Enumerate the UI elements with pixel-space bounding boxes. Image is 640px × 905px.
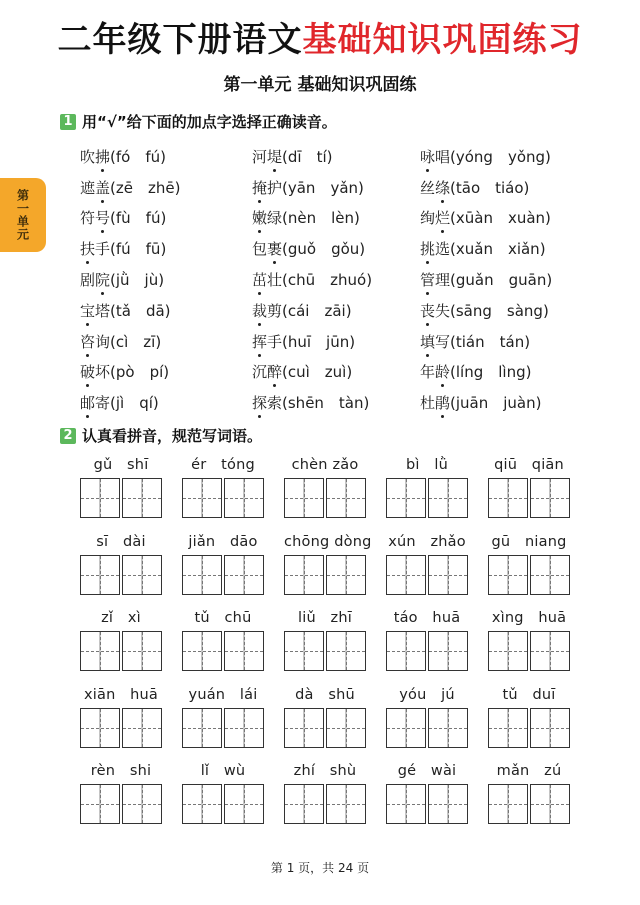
writing-box[interactable]	[428, 631, 468, 671]
section1-number-badge: 1	[60, 114, 76, 130]
tianzige-boxes	[386, 555, 468, 595]
pronunciation-item[interactable]	[252, 331, 420, 352]
pinyin-options: (fó fú)	[110, 147, 166, 166]
writing-box[interactable]	[488, 784, 528, 824]
pronunciation-item[interactable]	[420, 207, 580, 228]
dotted-char: 堤	[267, 147, 283, 166]
writing-box[interactable]	[386, 631, 426, 671]
pinyin-label: zhí shù	[293, 763, 357, 779]
dotted-char: 盖	[95, 178, 111, 197]
tianzige-boxes	[386, 631, 468, 671]
section2-instruction: 认真看拼音，规范写词语。	[82, 427, 263, 445]
word-char: 绚	[420, 209, 436, 228]
word-char: 丝	[420, 178, 436, 197]
section1-instruction: 用“√”给下面的加点字选择正确读音。	[82, 113, 337, 131]
word-char: 杜	[420, 394, 436, 413]
pinyin-label: táo huā	[393, 610, 461, 626]
title-part-black: 二年级下册语文	[57, 20, 303, 60]
title-part-red: 基础知识巩固练习	[302, 20, 583, 60]
pronunciation-row	[80, 264, 580, 295]
writing-box[interactable]	[224, 784, 264, 824]
section1-heading	[60, 111, 337, 132]
pinyin-label: tǔ chū	[194, 610, 252, 626]
writing-item	[284, 684, 366, 761]
pinyin-options: 寄(jì qí)	[95, 394, 159, 413]
word-char: 剧	[80, 271, 96, 290]
tianzige-boxes	[488, 708, 570, 748]
pinyin-label: mǎn zú	[496, 763, 562, 779]
writing-row	[80, 760, 570, 837]
pronunciation-item[interactable]	[420, 177, 580, 198]
writing-box[interactable]	[530, 784, 570, 824]
dotted-char: 醉	[267, 363, 283, 382]
tianzige-boxes	[80, 555, 162, 595]
writing-box[interactable]	[428, 784, 468, 824]
pinyin-options: (xūàn xuàn)	[450, 209, 551, 228]
pinyin-options: 选(xuǎn xiǎn)	[435, 240, 546, 259]
writing-box[interactable]	[80, 708, 120, 748]
page-title	[0, 18, 640, 62]
writing-item	[488, 531, 570, 608]
dotted-char: 填	[420, 332, 436, 351]
pinyin-options: (zē zhē)	[110, 178, 181, 197]
writing-item	[182, 531, 264, 608]
pronunciation-row	[80, 387, 580, 418]
writing-box[interactable]	[122, 708, 162, 748]
pinyin-options: 询(cì zī)	[95, 332, 162, 351]
dotted-char: 挑	[420, 240, 436, 259]
writing-box[interactable]	[488, 555, 528, 595]
pinyin-options: 索(shēn tàn)	[267, 394, 370, 413]
writing-box[interactable]	[326, 478, 366, 518]
pinyin-options: (guǒ gǒu)	[282, 240, 366, 259]
tianzige-boxes	[182, 784, 264, 824]
pronunciation-item[interactable]	[252, 392, 420, 413]
writing-item	[488, 454, 570, 531]
writing-item	[488, 760, 570, 837]
pinyin-options: 手(fú fū)	[95, 240, 167, 259]
dotted-char: 邮	[80, 394, 96, 413]
tianzige-boxes	[284, 708, 366, 748]
pinyin-label: gé wài	[397, 763, 457, 779]
pronunciation-item[interactable]	[80, 146, 252, 167]
writing-box[interactable]	[326, 784, 366, 824]
dotted-char: 挥	[252, 332, 268, 351]
writing-box[interactable]	[284, 631, 324, 671]
pinyin-label: chèn zǎo	[291, 457, 359, 473]
tianzige-boxes	[488, 555, 570, 595]
tianzige-boxes	[386, 478, 468, 518]
tianzige-boxes	[488, 784, 570, 824]
pronunciation-row	[80, 295, 580, 326]
dotted-char: 院	[95, 271, 111, 290]
tianzige-boxes	[182, 708, 264, 748]
pronunciation-item[interactable]	[252, 269, 420, 290]
pronunciation-item[interactable]	[80, 361, 252, 382]
writing-item	[182, 454, 264, 531]
dotted-char: 咏	[420, 147, 436, 166]
pinyin-label: ér tóng	[191, 457, 255, 473]
word-char: 河	[252, 147, 268, 166]
writing-box[interactable]	[428, 555, 468, 595]
pinyin-label: chōng dòng	[284, 533, 372, 550]
writing-box[interactable]	[488, 631, 528, 671]
dotted-char: 绦	[435, 178, 451, 197]
writing-box[interactable]	[386, 478, 426, 518]
pinyin-label: yuán lái	[188, 686, 258, 703]
writing-box[interactable]	[386, 555, 426, 595]
writing-box[interactable]	[530, 478, 570, 518]
pinyin-label: gǔ shī	[93, 457, 149, 473]
tianzige-boxes	[284, 784, 366, 824]
pinyin-label: zǐ xì	[101, 610, 141, 626]
pronunciation-row	[80, 233, 580, 264]
word-char: 包	[252, 240, 268, 259]
writing-box[interactable]	[284, 708, 324, 748]
pronunciation-item[interactable]	[80, 177, 252, 198]
pronunciation-item[interactable]	[252, 300, 420, 321]
pinyin-label: bì lǜ	[406, 457, 448, 473]
writing-row	[80, 684, 570, 761]
pronunciation-item[interactable]	[420, 331, 580, 352]
tianzige-boxes	[284, 478, 366, 518]
pinyin-label: xún zhǎo	[388, 533, 466, 550]
pinyin-options: 写(tián tán)	[435, 332, 531, 351]
writing-box[interactable]	[284, 555, 324, 595]
writing-row	[80, 454, 570, 531]
pinyin-label: lǐ wù	[200, 763, 246, 779]
unit-side-tab	[0, 178, 46, 252]
writing-box[interactable]	[386, 708, 426, 748]
dotted-char: 茁	[252, 271, 268, 290]
writing-box[interactable]	[80, 478, 120, 518]
pronunciation-item[interactable]	[420, 238, 580, 259]
writing-item	[386, 760, 468, 837]
tianzige-boxes	[80, 784, 162, 824]
pronunciation-grid	[80, 141, 580, 418]
pronunciation-row	[80, 203, 580, 234]
dotted-char: 扶	[80, 240, 96, 259]
pronunciation-item[interactable]	[80, 300, 252, 321]
pronunciation-row	[80, 172, 580, 203]
tianzige-boxes	[182, 555, 264, 595]
writing-box[interactable]	[488, 478, 528, 518]
dotted-char: 裁	[252, 301, 268, 320]
pinyin-options: 剪(cái zāi)	[267, 301, 352, 320]
dotted-char: 号	[95, 209, 111, 228]
pronunciation-item[interactable]	[252, 146, 420, 167]
page-subtitle: 第一单元 基础知识巩固练	[223, 75, 417, 95]
pinyin-options: (tāo tiáo)	[450, 178, 530, 197]
writing-box[interactable]	[80, 555, 120, 595]
tianzige-boxes	[80, 478, 162, 518]
pronunciation-row	[80, 326, 580, 357]
writing-box[interactable]	[284, 784, 324, 824]
word-char: 符	[80, 209, 96, 228]
pinyin-options: (jǜ jù)	[110, 271, 165, 290]
writing-box[interactable]	[182, 555, 222, 595]
pronunciation-item[interactable]	[80, 207, 252, 228]
writing-item	[182, 760, 264, 837]
pronunciation-item[interactable]	[420, 146, 580, 167]
writing-row	[80, 607, 570, 684]
dotted-char: 管	[420, 271, 436, 290]
writing-item	[284, 454, 366, 531]
writing-box[interactable]	[80, 631, 120, 671]
dotted-char: 丧	[420, 301, 436, 320]
pronunciation-item[interactable]	[252, 238, 420, 259]
word-char: 沉	[252, 363, 268, 382]
writing-item	[182, 607, 264, 684]
word-char: 遮	[80, 178, 96, 197]
pinyin-options: 唱(yóng yǒng)	[435, 147, 551, 166]
pinyin-options: (fù fú)	[110, 209, 167, 228]
writing-item	[488, 607, 570, 684]
writing-box[interactable]	[488, 708, 528, 748]
pinyin-label: liǔ zhī	[298, 610, 352, 626]
writing-box[interactable]	[428, 708, 468, 748]
writing-item	[80, 607, 162, 684]
writing-box[interactable]	[386, 784, 426, 824]
pinyin-options: 护(yān yǎn)	[267, 178, 364, 197]
tianzige-boxes	[80, 708, 162, 748]
dotted-char: 宝	[80, 301, 96, 320]
pinyin-label: xìng huā	[491, 610, 567, 626]
pinyin-options: (dī tí)	[282, 147, 333, 166]
page-footer: 第 1 页，共 24 页	[270, 861, 370, 875]
writing-box[interactable]	[122, 478, 162, 518]
writing-box[interactable]	[122, 784, 162, 824]
writing-item	[80, 760, 162, 837]
writing-box[interactable]	[530, 555, 570, 595]
dotted-char: 鹃	[435, 394, 451, 413]
tianzige-boxes	[80, 631, 162, 671]
writing-item	[386, 684, 468, 761]
pinyin-label: yóu jú	[399, 686, 455, 703]
writing-box[interactable]	[80, 784, 120, 824]
word-char: 吹	[80, 147, 96, 166]
writing-item	[386, 607, 468, 684]
pinyin-options: (cuì zuì)	[282, 363, 353, 382]
writing-item	[284, 531, 372, 608]
pronunciation-item[interactable]	[80, 331, 252, 352]
writing-box[interactable]	[326, 631, 366, 671]
pronunciation-item[interactable]	[252, 177, 420, 198]
dotted-char: 龄	[435, 363, 451, 382]
writing-item	[284, 607, 366, 684]
pinyin-label: dà shū	[295, 686, 355, 703]
writing-item	[80, 684, 162, 761]
dotted-char: 破	[80, 363, 96, 382]
pinyin-options: 壮(chū zhuó)	[267, 271, 373, 290]
writing-box[interactable]	[182, 478, 222, 518]
pronunciation-item[interactable]	[420, 392, 580, 413]
dotted-char: 咨	[80, 332, 96, 351]
pinyin-label: xiān huā	[83, 686, 159, 703]
pinyin-options: 理(guǎn guān)	[435, 271, 553, 290]
pronunciation-item[interactable]	[80, 238, 252, 259]
pronunciation-item[interactable]	[252, 361, 420, 382]
pronunciation-item[interactable]	[420, 361, 580, 382]
tianzige-boxes	[386, 784, 468, 824]
writing-box[interactable]	[326, 555, 366, 595]
writing-item	[386, 531, 468, 608]
section2-heading	[60, 425, 262, 446]
writing-box[interactable]	[224, 478, 264, 518]
writing-box[interactable]	[182, 631, 222, 671]
word-char: 年	[420, 363, 436, 382]
pronunciation-item[interactable]	[80, 392, 252, 413]
writing-box[interactable]	[182, 784, 222, 824]
dotted-char: 掩	[252, 178, 268, 197]
pronunciation-item[interactable]	[420, 269, 580, 290]
pinyin-options: 失(sāng sàng)	[435, 301, 549, 320]
side-tab-label: 第一单元	[15, 189, 30, 241]
writing-box[interactable]	[122, 631, 162, 671]
pinyin-label: jiǎn dāo	[188, 533, 258, 550]
writing-item	[80, 454, 162, 531]
pinyin-options: 塔(tǎ dā)	[95, 301, 171, 320]
writing-box[interactable]	[530, 708, 570, 748]
writing-item	[284, 760, 366, 837]
writing-box[interactable]	[284, 478, 324, 518]
writing-box[interactable]	[326, 708, 366, 748]
tianzige-boxes	[182, 631, 264, 671]
pronunciation-item[interactable]	[420, 300, 580, 321]
pinyin-options: 手(huī jūn)	[267, 332, 356, 351]
tianzige-boxes	[488, 478, 570, 518]
writing-box[interactable]	[224, 631, 264, 671]
writing-grid	[80, 454, 570, 837]
pinyin-label: tǔ duī	[502, 686, 556, 703]
writing-box[interactable]	[428, 478, 468, 518]
pinyin-label: qiū qiān	[494, 457, 564, 473]
pronunciation-item[interactable]	[252, 207, 420, 228]
pronunciation-row	[80, 357, 580, 388]
section2-number-badge: 2	[60, 428, 76, 444]
writing-box[interactable]	[122, 555, 162, 595]
pinyin-label: rèn shi	[90, 763, 152, 779]
writing-box[interactable]	[182, 708, 222, 748]
tianzige-boxes	[284, 631, 366, 671]
tianzige-boxes	[284, 555, 366, 595]
tianzige-boxes	[182, 478, 264, 518]
pinyin-options: 坏(pò pí)	[95, 363, 170, 382]
writing-box[interactable]	[530, 631, 570, 671]
pronunciation-item[interactable]	[80, 269, 252, 290]
dotted-char: 拂	[95, 147, 111, 166]
tianzige-boxes	[488, 631, 570, 671]
pronunciation-row	[80, 141, 580, 172]
writing-row	[80, 531, 570, 608]
writing-item	[182, 684, 264, 761]
pinyin-label: sī dài	[96, 533, 146, 550]
dotted-char: 烂	[435, 209, 451, 228]
pinyin-label: gū niang	[491, 533, 567, 550]
writing-box[interactable]	[224, 555, 264, 595]
dotted-char: 裹	[267, 240, 283, 259]
dotted-char: 嫩	[252, 209, 268, 228]
writing-box[interactable]	[224, 708, 264, 748]
writing-item	[386, 454, 468, 531]
writing-item	[80, 531, 162, 608]
pinyin-options: (líng lìng)	[450, 363, 532, 382]
writing-item	[488, 684, 570, 761]
tianzige-boxes	[386, 708, 468, 748]
dotted-char: 探	[252, 394, 268, 413]
pinyin-options: (juān juàn)	[450, 394, 542, 413]
pinyin-options: 绿(nèn lèn)	[267, 209, 360, 228]
